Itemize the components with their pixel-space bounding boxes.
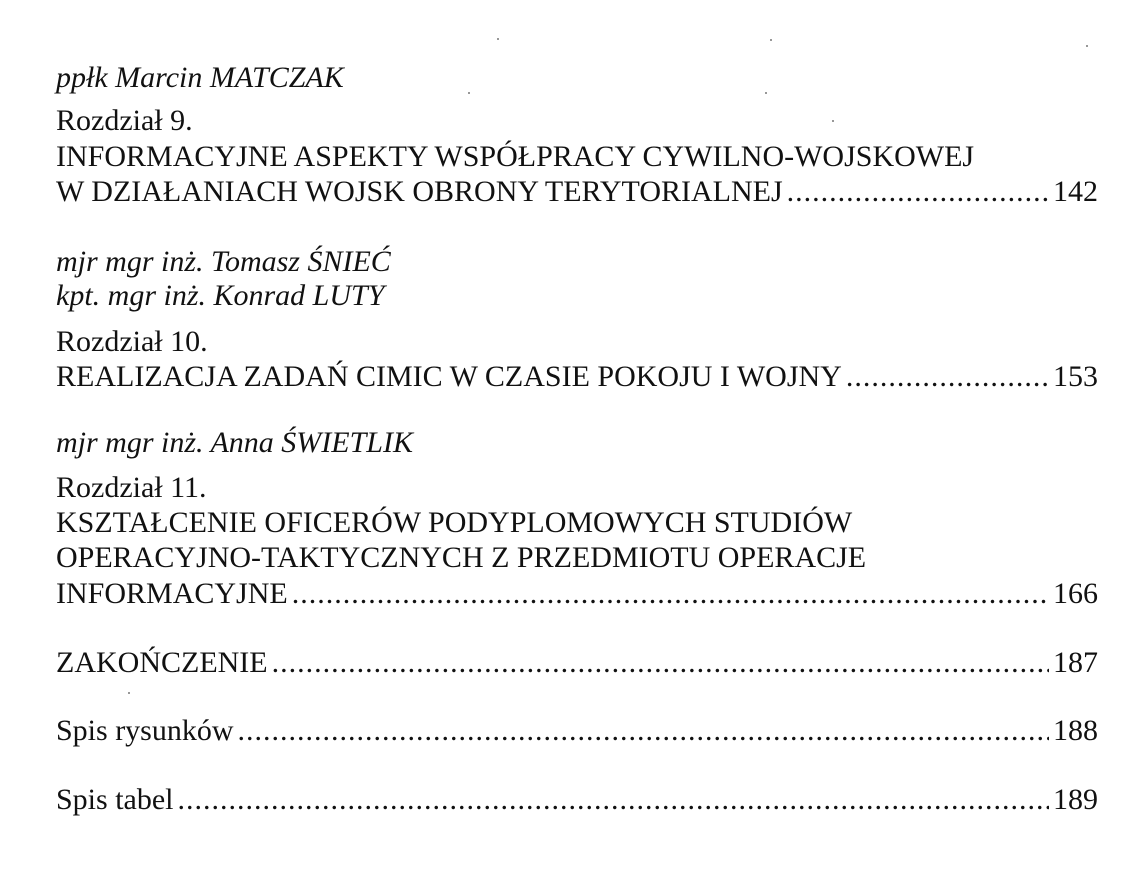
entry-title: Spis rysunków — [56, 714, 234, 747]
scan-speck — [468, 92, 470, 94]
dot-leader — [178, 782, 1050, 818]
chapter-title-line: INFORMACYJNE — [56, 577, 288, 610]
scan-speck — [128, 692, 130, 694]
toc-entry-line[interactable] — [56, 576, 1098, 612]
chapter-title-line: REALIZACJA ZADAŃ CIMIC W CZASIE POKOJU I WOJNY — [56, 360, 842, 393]
chapter-title-line: OPERACYJNO-TAKTYCZNYCH Z PRZEDMIOTU OPERACJE — [56, 541, 867, 574]
chapter-number: Rozdział 11. — [56, 471, 207, 504]
scan-speck — [1086, 45, 1088, 47]
toc-entry-line[interactable] — [56, 174, 1098, 210]
toc-entry-conclusion[interactable] — [56, 645, 1098, 681]
chapter-title-line: INFORMACYJNE ASPEKTY WSPÓŁPRACY CYWILNO-WOJSKOWEJ — [56, 140, 975, 173]
entry-title: ZAKOŃCZENIE — [56, 646, 268, 679]
chapter-number: Rozdział 9. — [56, 104, 193, 137]
scan-speck — [497, 38, 499, 40]
chapter-title-line: KSZTAŁCENIE OFICERÓW PODYPLOMOWYCH STUDIÓW — [56, 506, 853, 539]
toc-entry-tables[interactable] — [56, 782, 1098, 818]
author-name: kpt. mgr inż. Konrad LUTY — [56, 279, 385, 312]
scan-speck — [832, 120, 834, 122]
entry-title: Spis tabel — [56, 783, 174, 816]
page-number: 187 — [1053, 646, 1098, 679]
dot-leader — [238, 713, 1049, 749]
scan-speck — [770, 39, 772, 41]
author-name: ppłk Marcin MATCZAK — [56, 61, 344, 94]
chapter-number: Rozdział 10. — [56, 325, 208, 358]
dot-leader — [292, 576, 1049, 612]
dot-leader — [846, 359, 1049, 395]
chapter-title-line: W DZIAŁANIACH WOJSK OBRONY TERYTORIALNEJ — [56, 175, 783, 208]
page-number: 142 — [1053, 175, 1098, 208]
page-number: 153 — [1053, 360, 1098, 393]
toc-entry-figures[interactable] — [56, 713, 1098, 749]
page-number: 166 — [1053, 577, 1098, 610]
author-name: mjr mgr inż. Tomasz ŚNIEĆ — [56, 245, 391, 278]
dot-leader — [787, 174, 1049, 210]
dot-leader — [272, 645, 1049, 681]
scan-speck — [765, 92, 767, 94]
toc-entry-line[interactable] — [56, 359, 1098, 395]
author-name: mjr mgr inż. Anna ŚWIETLIK — [56, 426, 413, 459]
page-number: 189 — [1053, 783, 1098, 816]
page-number: 188 — [1053, 714, 1098, 747]
